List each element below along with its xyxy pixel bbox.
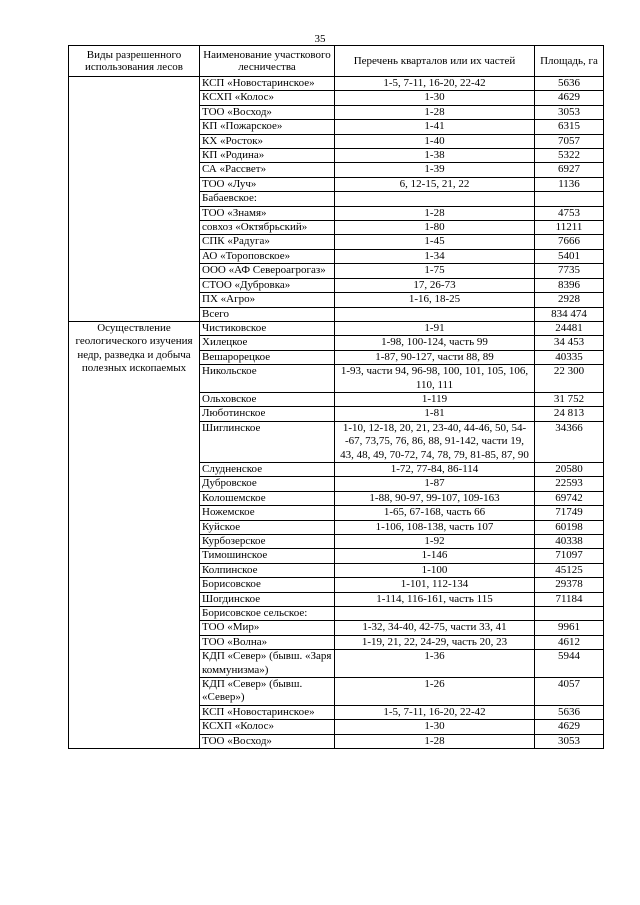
area-cell: 2928 [535,293,604,307]
area-cell: 71184 [535,592,604,606]
forestry-name-cell: ТОО «Восход» [200,734,335,748]
forestry-name-cell: ООО «АФ Североагрогаз» [200,264,335,278]
quarters-cell: 1-91 [335,321,535,335]
area-cell: 4612 [535,635,604,649]
quarters-cell: 1-114, 116-161, часть 115 [335,592,535,606]
forestry-name-cell: ТОО «Волна» [200,635,335,649]
quarters-cell: 1-75 [335,264,535,278]
area-cell: 5322 [535,149,604,163]
quarters-cell: 1-28 [335,734,535,748]
forestry-name-cell: ТОО «Восход» [200,105,335,119]
area-cell: 5636 [535,77,604,91]
area-cell: 40338 [535,535,604,549]
area-cell: 20580 [535,462,604,476]
forestry-name-cell: КП «Пожарское» [200,120,335,134]
forestry-name-cell: Слудненское [200,462,335,476]
quarters-cell: 1-5, 7-11, 16-20, 22-42 [335,77,535,91]
forestry-name-cell: Колпинское [200,563,335,577]
forestry-name-cell: Курбозерское [200,535,335,549]
quarters-cell: 1-36 [335,650,535,678]
table-header-row [69,46,604,77]
forestry-name-cell: Шогдинское [200,592,335,606]
quarters-cell: 1-119 [335,392,535,406]
area-cell: 71097 [535,549,604,563]
quarters-cell: 1-146 [335,549,535,563]
forestry-name-cell: ТОО «Знамя» [200,206,335,220]
forestry-name-cell: СПК «Радуга» [200,235,335,249]
forestry-name-cell: Колошемское [200,491,335,505]
area-cell [535,607,604,621]
quarters-cell: 1-87, 90-127, части 88, 89 [335,350,535,364]
forest-use-table [68,45,604,749]
use-type-cell-empty [69,77,200,322]
area-cell: 69742 [535,491,604,505]
quarters-cell: 1-45 [335,235,535,249]
quarters-cell: 1-81 [335,407,535,421]
quarters-cell: 1-80 [335,221,535,235]
area-cell: 60198 [535,520,604,534]
area-cell: 24481 [535,321,604,335]
page-number: 35 [314,33,326,45]
area-cell: 4057 [535,678,604,706]
forestry-name-cell: СА «Рассвет» [200,163,335,177]
forestry-name-cell: Куйское [200,520,335,534]
forestry-name-cell: ТОО «Луч» [200,177,335,191]
area-cell: 22 300 [535,365,604,393]
forestry-name-cell: Хилецкое [200,336,335,350]
quarters-cell: 1-72, 77-84, 86-114 [335,462,535,476]
forestry-name-cell: Вешарорецкое [200,350,335,364]
forestry-name-cell: Тимошинское [200,549,335,563]
quarters-cell: 1-87 [335,477,535,491]
quarters-cell: 1-101, 112-134 [335,578,535,592]
quarters-cell: 1-98, 100-124, часть 99 [335,336,535,350]
quarters-cell: 1-88, 90-97, 99-107, 109-163 [335,491,535,505]
area-cell: 4629 [535,91,604,105]
area-cell: 834 474 [535,307,604,321]
forestry-name-cell: Чистиковское [200,321,335,335]
quarters-cell: 17, 26-73 [335,278,535,292]
quarters-cell: 1-39 [335,163,535,177]
quarters-cell: 1-32, 34-40, 42-75, части 33, 41 [335,621,535,635]
forestry-name-cell: АО «Тороповское» [200,249,335,263]
area-cell: 4629 [535,720,604,734]
forestry-name-cell: Ольховское [200,392,335,406]
quarters-cell [335,307,535,321]
forestry-name-cell: СТОО «Дубровка» [200,278,335,292]
forestry-name-cell: КСХП «Колос» [200,91,335,105]
quarters-cell: 1-28 [335,105,535,119]
area-cell [535,192,604,206]
quarters-cell: 1-40 [335,134,535,148]
forestry-name-cell: Борисовское [200,578,335,592]
quarters-cell: 1-19, 21, 22, 24-29, часть 20, 23 [335,635,535,649]
quarters-cell: 1-34 [335,249,535,263]
forestry-name-cell: КДП «Север» (бывш. «Север») [200,678,335,706]
forestry-name-cell: Люботинское [200,407,335,421]
quarters-cell: 6, 12-15, 21, 22 [335,177,535,191]
quarters-cell [335,192,535,206]
quarters-cell: 1-41 [335,120,535,134]
header-use-type: Виды разрешенного использования лесов [69,46,200,77]
forestry-name-cell: Шиглинское [200,421,335,462]
area-cell: 3053 [535,105,604,119]
forestry-name-cell: КСП «Новостаринское» [200,77,335,91]
area-cell: 9961 [535,621,604,635]
use-type-cell: Осуществление геологического изучения недр, разведка и добыча полезных ископаемых [69,321,200,748]
area-cell: 22593 [535,477,604,491]
area-cell: 8396 [535,278,604,292]
quarters-cell: 1-10, 12-18, 20, 21, 23-40, 44-46, 50, 54--67, 73,75, 76, 86, 88, 91-142, части 19, 43, 48, 49, 70-72, 74, 78, 79, 81-85, 87, 90 [335,421,535,462]
table-row [69,321,604,335]
header-area: Площадь, га [535,46,604,77]
quarters-cell [335,607,535,621]
area-cell: 45125 [535,563,604,577]
forestry-name-cell: Всего [200,307,335,321]
quarters-cell: 1-28 [335,206,535,220]
forestry-name-cell: Бабаевское: [200,192,335,206]
quarters-cell: 1-16, 18-25 [335,293,535,307]
forestry-name-cell: КХ «Росток» [200,134,335,148]
area-cell: 7057 [535,134,604,148]
forestry-name-cell: ТОО «Мир» [200,621,335,635]
quarters-cell: 1-93, части 94, 96-98, 100, 101, 105, 106, 110, 111 [335,365,535,393]
area-cell: 5401 [535,249,604,263]
forestry-name-cell: КСП «Новостаринское» [200,705,335,719]
area-cell: 24 813 [535,407,604,421]
area-cell: 29378 [535,578,604,592]
forestry-name-cell: КСХП «Колос» [200,720,335,734]
forestry-name-cell: Никольское [200,365,335,393]
area-cell: 40335 [535,350,604,364]
forestry-name-cell: Борисовское сельское: [200,607,335,621]
table-row [69,77,604,91]
quarters-cell: 1-65, 67-168, часть 66 [335,506,535,520]
quarters-cell: 1-5, 7-11, 16-20, 22-42 [335,705,535,719]
area-cell: 71749 [535,506,604,520]
area-cell: 5636 [535,705,604,719]
forestry-name-cell: КДП «Север» (бывш. «Заря коммунизма») [200,650,335,678]
area-cell: 5944 [535,650,604,678]
area-cell: 4753 [535,206,604,220]
table-body [69,77,604,749]
area-cell: 6927 [535,163,604,177]
area-cell: 6315 [535,120,604,134]
quarters-cell: 1-38 [335,149,535,163]
area-cell: 34 453 [535,336,604,350]
area-cell: 11211 [535,221,604,235]
quarters-cell: 1-100 [335,563,535,577]
area-cell: 31 752 [535,392,604,406]
area-cell: 1136 [535,177,604,191]
header-forestry-name: Наименование участкового лесничества [200,46,335,77]
header-quarters: Перечень кварталов или их частей [335,46,535,77]
quarters-cell: 1-30 [335,720,535,734]
quarters-cell: 1-26 [335,678,535,706]
quarters-cell: 1-106, 108-138, часть 107 [335,520,535,534]
area-cell: 34366 [535,421,604,462]
forestry-name-cell: совхоз «Октябрьский» [200,221,335,235]
quarters-cell: 1-30 [335,91,535,105]
area-cell: 7735 [535,264,604,278]
forestry-name-cell: Ножемское [200,506,335,520]
area-cell: 3053 [535,734,604,748]
quarters-cell: 1-92 [335,535,535,549]
forestry-name-cell: ПХ «Агро» [200,293,335,307]
forestry-name-cell: Дубровское [200,477,335,491]
forestry-name-cell: КП «Родина» [200,149,335,163]
area-cell: 7666 [535,235,604,249]
